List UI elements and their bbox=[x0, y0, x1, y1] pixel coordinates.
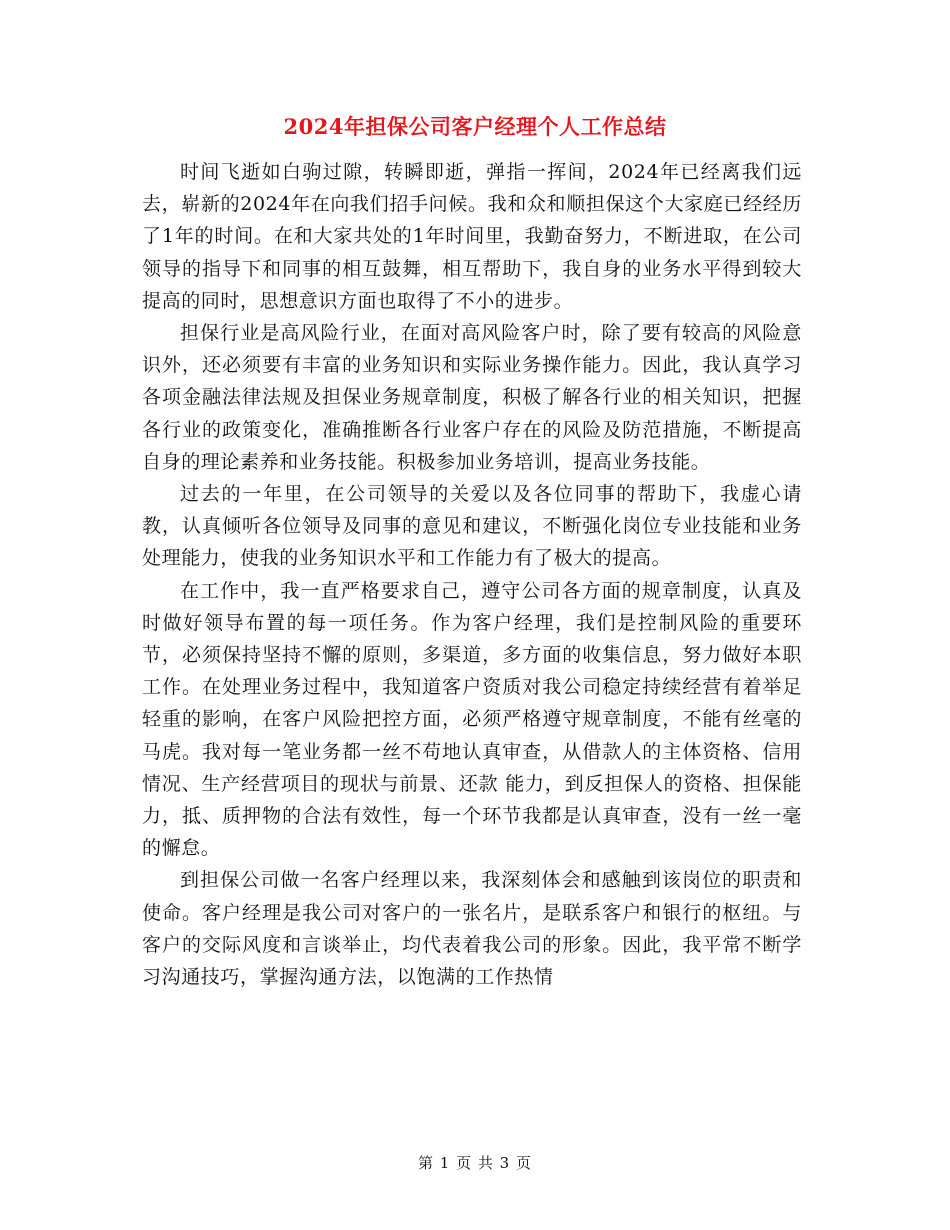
paragraph: 过去的一年里，在公司领导的关爱以及各位同事的帮助下，我虚心请教，认真倾听各位领导及同事的意见和建议，不断强化岗位专业技能和业务处理能力，使我的业务知识水平和工作能力有了极大的提高。 bbox=[142, 483, 802, 570]
document-body bbox=[142, 156, 802, 993]
document-title: 2024年担保公司客户经理个人工作总结 bbox=[283, 114, 667, 139]
paragraph: 到担保公司做一名客户经理以来，我深刻体会和感触到该岗位的职责和使命。客户经理是我公司对客户的一张名片，是联系客户和银行的枢纽。与客户的交际风度和言谈举止，均代表着我公司的形象。因此，我平常不断学习沟通技巧，掌握沟通方法，以饱满的工作热情 bbox=[142, 869, 802, 989]
paragraph: 担保行业是高风险行业，在面对高风险客户时，除了要有较高的风险意识外，还必须要有丰富的业务知识和实际业务操作能力。因此，我认真学习各项金融法律法规及担保业务规章制度，积极了解各行业的相关知识，把握各行业的政策变化，准确推断各行业客户存在的风险及防范措施，不断提高自身的理论素养和业务技能。积极参加业务培训，提高业务技能。 bbox=[142, 322, 802, 473]
paragraph: 时间飞逝如白驹过隙，转瞬即逝，弹指一挥间，2024年已经离我们远去，崭新的2024年在向我们招手问候。我和众和顺担保这个大家庭已经经历了1年的时间。在和大家共处的1年时间里，我勤奋努力，不断进取，在公司领导的指导下和同事的相互鼓舞，相互帮助下，我自身的业务水平得到较大提高的同时，思想意识方面也取得了不小的进步。 bbox=[142, 161, 802, 312]
paragraph: 在工作中，我一直严格要求自己，遵守公司各方面的规章制度，认真及时做好领导布置的每一项任务。作为客户经理，我们是控制风险的重要环节，必须保持坚持不懈的原则，多渠道，多方面的收集信息，努力做好本职工作。在处理业务过程中，我知道客户资质对我公司稳定持续经营有着举足轻重的影响，在客户风险把控方面，必须严格遵守规章制度，不能有丝毫的马虎。我对每一笔业务都一丝不苟地认真审查，从借款人的主体资格、信用情况、生产经营项目的现状与前景、还款 能力，到反担保人的资格、担保能力，抵、质押物的合法有效性，每一个环节我都是认真审查，没有一丝一毫的懈怠。 bbox=[142, 579, 802, 860]
page-number-footer: 第 1 页 共 3 页 bbox=[418, 1154, 532, 1172]
